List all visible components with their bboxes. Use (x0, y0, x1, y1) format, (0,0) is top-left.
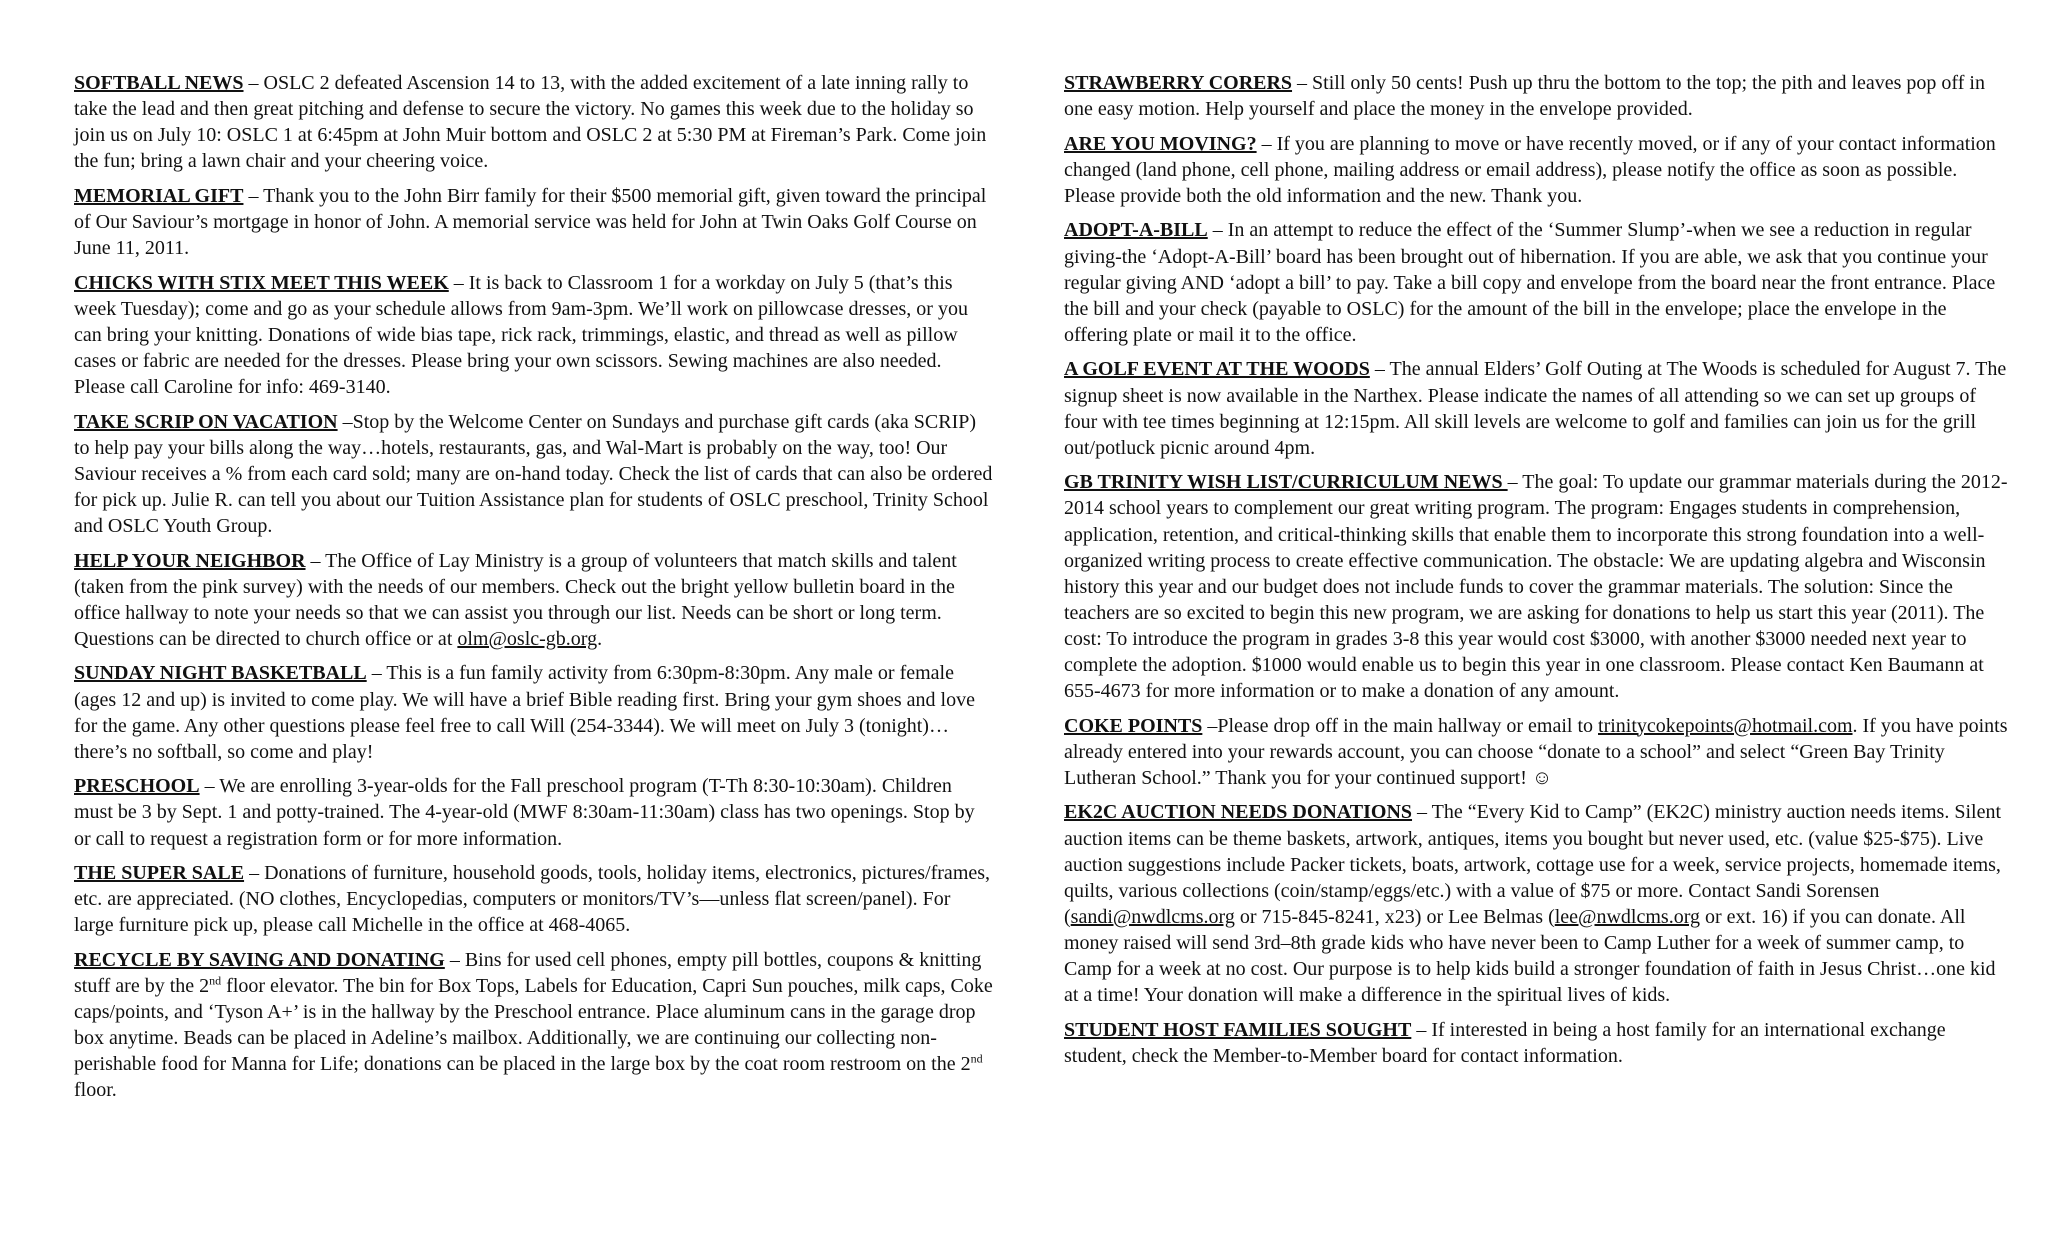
are-you-moving-heading: ARE YOU MOVING? (1064, 132, 1257, 155)
help-neighbor-body: – The Office of Lay Ministry is a group of volunteers that match skills and talent (taken from the pink survey) with the needs of our members. Check out the bright yellow bulletin board in the office hallway to note your needs so that we can assist you through our list. Needs can be short or long term. Questions can be directed to church office or at (74, 549, 957, 650)
softball-news-body: – OSLC 2 defeated Ascension 14 to 13, with the added excitement of a late inning rally to take the lead and then great pitching and defense to secure the victory. No games this week due to the holiday so join us on July 10: OSLC 1 at 6:45pm at John Muir bottom and OSLC 2 at 5:30 PM at Fireman’s Park. Come join the fun; bring a lawn chair and your cheering voice. (74, 72, 987, 173)
ek2c-auction-body-1: – The “Every Kid to Camp” (EK2C) ministry auction needs items. Silent auction items can be theme baskets, artwork, antiques, items you bought but never used, etc. (value $25-$75). Live auction suggestions include Packer tickets, boats, artwork, cottage use for a week, service projects, homemade items, quilts, various collections (coin/stamp/eggs/etc.) with a value of $75 or more. Contact Sandi Sorensen ( (1064, 801, 2001, 928)
recycle-item (74, 947, 994, 1104)
softball-news-item (74, 70, 994, 174)
coke-points-tail: . If you have points already entered into your rewards account, you can choose “donate to a school” and select “Green Bay Trinity Lutheran School.” Thank you for your continued support! ☺ (1064, 714, 2008, 789)
lee-email-link[interactable]: lee@nwdlcms.org (1554, 905, 1700, 928)
coke-points-email-link[interactable]: trinitycokepoints@hotmail.com (1598, 714, 1853, 737)
softball-news-heading: SOFTBALL NEWS (74, 72, 244, 94)
preschool-body: – We are enrolling 3-year-olds for the Fall preschool program (T-Th 8:30-10:30am). Children must be 3 by Sept. 1 and potty-trained. The 4-year-old (MWF 8:30am-11:30am) class has two openings. Stop by or call to request a registration form or for more information. (74, 775, 975, 850)
super-sale-body: – Donations of furniture, household goods, tools, holiday items, electronics, pictures/frames, etc. are appreciated. (NO clothes, Encyclopedias, computers or monitors/TV’s—unless flat screen/panel). For large furniture pick up, please call Michelle in the office at 468-4065. (74, 862, 991, 937)
strawberry-corers-item (1064, 70, 2008, 122)
strawberry-corers-body: – Still only 50 cents! Push up thru the bottom to the top; the pith and leaves pop off in one easy motion. Help yourself and place the money in the envelope provided. (1064, 72, 1985, 121)
help-neighbor-tail: . (597, 627, 603, 650)
golf-event-heading: A GOLF EVENT AT THE WOODS (1064, 358, 1370, 381)
sunday-basketball-item (74, 660, 994, 764)
recycle-ordinal-2: nd (970, 1051, 983, 1066)
coke-points-body: –Please drop off in the main hallway or email to (1202, 714, 1599, 737)
chicks-with-stix-heading: CHICKS WITH STIX MEET THIS WEEK (74, 271, 449, 294)
memorial-gift-body: – Thank you to the John Birr family for their $500 memorial gift, given toward the principal of Our Saviour’s mortgage in honor of John. A memorial service was held for John at Twin Oaks Golf Course on June 11, 2011. (74, 184, 987, 260)
golf-event-body: – The annual Elders’ Golf Outing at The Woods is scheduled for August 7. The signup sheet is now available in the Narthex. Please indicate the names of all attending so we can set up groups of four with tee times beginning at 12:15pm. All skill levels are welcome to golf and families can join us for the grill out/potluck picnic around 4pm. (1064, 358, 2007, 459)
help-neighbor-item (74, 548, 994, 652)
adopt-a-bill-item (1064, 217, 2008, 347)
recycle-body-2: floor elevator. The bin for Box Tops, Labels for Education, Capri Sun pouches, milk caps, Coke caps/points, and ‘Tyson A+’ is in the hallway by the Preschool entrance. Place aluminum cans in the garage drop box anytime. Beads can be placed in Adeline’s mailbox. Additionally, we are continuing our collecting non-perishable food for Manna for Life; donations can be placed in the large box by the coat room restroom on the 2 (74, 975, 993, 1076)
super-sale-heading: THE SUPER SALE (74, 862, 245, 885)
strawberry-corers-heading: STRAWBERRY CORERS (1064, 72, 1293, 94)
chicks-with-stix-item (74, 270, 994, 400)
memorial-gift-item (74, 183, 994, 261)
take-scrip-heading: TAKE SCRIP ON VACATION (74, 410, 338, 433)
preschool-item (74, 773, 994, 851)
recycle-ordinal-1: nd (209, 973, 222, 988)
ek2c-auction-body-3: or ext. 16) if you can donate. All money raised will send 3rd–8th grade kids who have never been to Camp Luther for a week of summer camp, to Camp for a week at no cost. Our purpose is to help kids build a stronger foundation of faith in Jesus Christ…one kid at a time! Your donation will make a difference in the spiritual lives of kids. (1064, 905, 1996, 1007)
memorial-gift-heading: MEMORIAL GIFT (74, 184, 244, 207)
sunday-basketball-heading: SUNDAY NIGHT BASKETBALL (74, 662, 367, 685)
golf-event-item (1064, 356, 2008, 460)
recycle-body-3: floor. (74, 1079, 117, 1102)
preschool-heading: PRESCHOOL (74, 775, 200, 798)
are-you-moving-body: – If you are planning to move or have recently moved, or if any of your contact information changed (land phone, cell phone, mailing address or email address), please notify the office as soon as possible. Please provide both the old information and the new. Thank you. (1064, 132, 1996, 207)
ek2c-auction-body-2: or 715-845-8241, x23) or Lee Belmas ( (1234, 905, 1555, 928)
adopt-a-bill-heading: ADOPT-A-BILL (1064, 219, 1208, 242)
ek2c-auction-heading: EK2C AUCTION NEEDS DONATIONS (1064, 801, 1413, 824)
wish-list-body: – The goal: To update our grammar materials during the 2012-2014 school years to complement our great writing program. The program: Engages students in comprehension, application, retention, and critical-thinking skills that enable them to incorporate this strong foundation into a well-organized writing process to create effective communication. The obstacle: We are updating algebra and Wisconsin history this year and our budget does not include funds to cover the grammar materials. The solution: Since the teachers are so excited to begin this new program, we are asking for donations to help us start this year (2011). The cost: To introduce the program in grades 3-8 this year would cost $3000, with another $3000 needed next year to complete the adoption. $1000 would enable us to begin this year in one classroom. Please contact Ken Baumann at 655-4673 for more information or to make a donation of any amount. (1064, 471, 2008, 703)
recycle-heading: RECYCLE BY SAVING AND DONATING (74, 948, 445, 971)
olm-email-link[interactable]: olm@oslc-gb.org (457, 627, 598, 650)
ek2c-auction-item (1064, 799, 2008, 1008)
take-scrip-item (74, 409, 994, 539)
are-you-moving-item (1064, 131, 2008, 209)
sandi-email-link[interactable]: sandi@nwdlcms.org (1070, 905, 1235, 928)
adopt-a-bill-body: – In an attempt to reduce the effect of the ‘Summer Slump’-when we see a reduction in regular giving-the ‘Adopt-A-Bill’ board has been brought out of hibernation. If you are able, we ask that you continue your regular giving AND ‘adopt a bill’ to pay. Take a bill copy and envelope from the board near the front entrance. Place the bill and your check (payable to OSLC) for the amount of the bill in the envelope; place the envelope in the offering plate or mail it to the office. (1064, 219, 1996, 346)
wish-list-heading: GB TRINITY WISH LIST/CURRICULUM NEWS (1064, 471, 1508, 494)
help-neighbor-heading: HELP YOUR NEIGHBOR (74, 549, 306, 572)
coke-points-heading: COKE POINTS (1064, 714, 1203, 737)
host-families-body: – If interested in being a host family for an international exchange student, check the Member-to-Member board for contact information. (1064, 1018, 1946, 1067)
right-column (1064, 70, 2008, 1077)
host-families-item (1064, 1017, 2008, 1069)
coke-points-item (1064, 713, 2008, 791)
left-column (74, 70, 994, 1112)
sunday-basketball-body: – This is a fun family activity from 6:30pm-8:30pm. Any male or female (ages 12 and up) is invited to come play. We will have a brief Bible reading first. Bring your gym shoes and love for the game. Any other questions please feel free to call Will (254-3344). We will meet on July 3 (tonight)…there’s no softball, so come and play! (74, 662, 975, 763)
take-scrip-body: –Stop by the Welcome Center on Sundays and purchase gift cards (aka SCRIP) to help pay your bills along the way…hotels, restaurants, gas, and Wal-Mart is probably on the way, too! Our Saviour receives a % from each card sold; many are on-hand today. Check the list of cards that can also be ordered for pick up. Julie R. can tell you about our Tuition Assistance plan for students of OSLC preschool, Trinity School and OSLC Youth Group. (74, 410, 993, 537)
wish-list-item (1064, 469, 2008, 704)
super-sale-item (74, 860, 994, 938)
host-families-heading: STUDENT HOST FAMILIES SOUGHT (1064, 1018, 1412, 1041)
recycle-body-1: – Bins for used cell phones, empty pill bottles, coupons & knitting stuff are by the 2 (74, 948, 982, 997)
chicks-with-stix-body: – It is back to Classroom 1 for a workday on July 5 (that’s this week Tuesday); come and go as your schedule allows from 9am-3pm. We’ll work on pillowcase dresses, or you can bring your knitting. Donations of wide bias tape, rick rack, trimmings, elastic, and thread as well as pillow cases or fabric are needed for the dresses. Please bring your own scissors. Sewing machines are also needed. Please call Caroline for info: 469-3140. (74, 271, 968, 399)
